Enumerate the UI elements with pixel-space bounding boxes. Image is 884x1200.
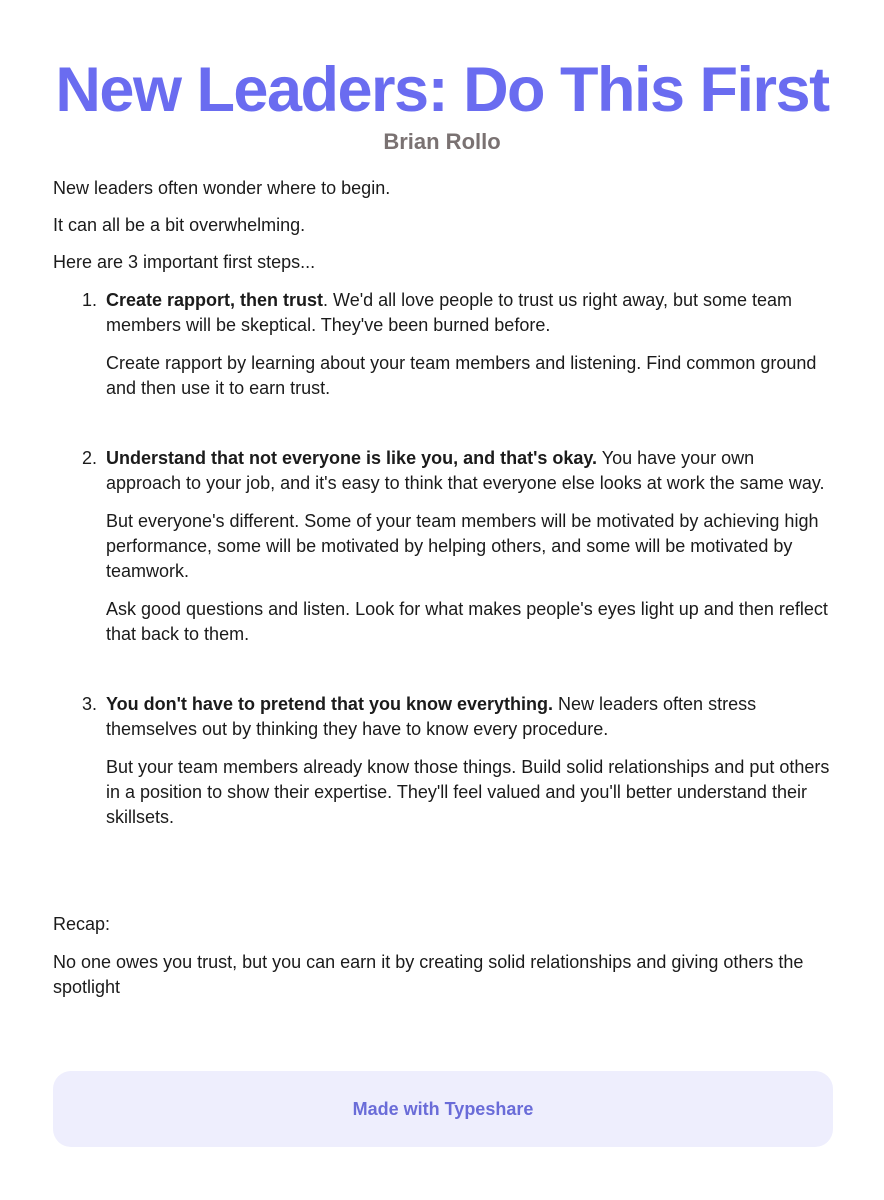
- step-heading: Create rapport, then trust: [106, 290, 324, 310]
- step-lead-paragraph: [106, 288, 833, 338]
- step-heading: You don't have to pretend that you know everything.: [106, 694, 553, 714]
- footer-banner: [53, 1071, 833, 1147]
- intro-line-1: New leaders often wonder where to begin.: [53, 178, 391, 198]
- step-lead-text: You have your own approach to your job, and it's easy to think that everyone else looks at work the same way.: [106, 448, 825, 493]
- author-name: Brian Rollo: [383, 129, 501, 154]
- recap-label: Recap:: [53, 914, 111, 934]
- step-paragraph: Ask good questions and listen. Look for what makes people's eyes light up and then reflect that back to them.: [106, 599, 828, 644]
- step-heading: Understand that not everyone is like you, and that's okay.: [106, 448, 598, 468]
- step-lead-text: . We'd all love people to trust us right away, but some team members will be skeptical. They've been burned before.: [106, 290, 793, 335]
- footer-label[interactable]: Made with Typeshare: [352, 1098, 534, 1119]
- step-paragraph: But everyone's different. Some of your team members will be motivated by achieving high performance, some will be motivated by helping others, and some will be motivated by teamwork.: [106, 511, 819, 581]
- step-paragraph: Create rapport by learning about your team members and listening. Find common ground and then use it to earn trust.: [106, 353, 817, 398]
- step-lead-paragraph: [106, 446, 833, 496]
- intro-line-3: Here are 3 important first steps...: [53, 252, 316, 272]
- list-item: [53, 446, 833, 647]
- step-number: 2.: [82, 448, 98, 468]
- steps-list: [53, 288, 833, 830]
- step-paragraph: But your team members already know those things. Build solid relationships and put others in a position to show their expertise. They'll feel valued and you'll better understand their skillsets.: [106, 757, 830, 827]
- intro-line-2: It can all be a bit overwhelming.: [53, 215, 306, 235]
- list-item: [53, 692, 833, 830]
- step-lead-paragraph: [106, 692, 833, 742]
- list-item: [53, 288, 833, 401]
- step-number: 3.: [82, 694, 98, 714]
- step-lead-text: New leaders often stress themselves out by thinking they have to know every procedure.: [106, 694, 757, 739]
- page-title: New Leaders: Do This First: [55, 55, 829, 125]
- recap-text: No one owes you trust, but you can earn it by creating solid relationships and giving others the spotlight: [53, 952, 804, 997]
- step-number: 1.: [82, 290, 98, 310]
